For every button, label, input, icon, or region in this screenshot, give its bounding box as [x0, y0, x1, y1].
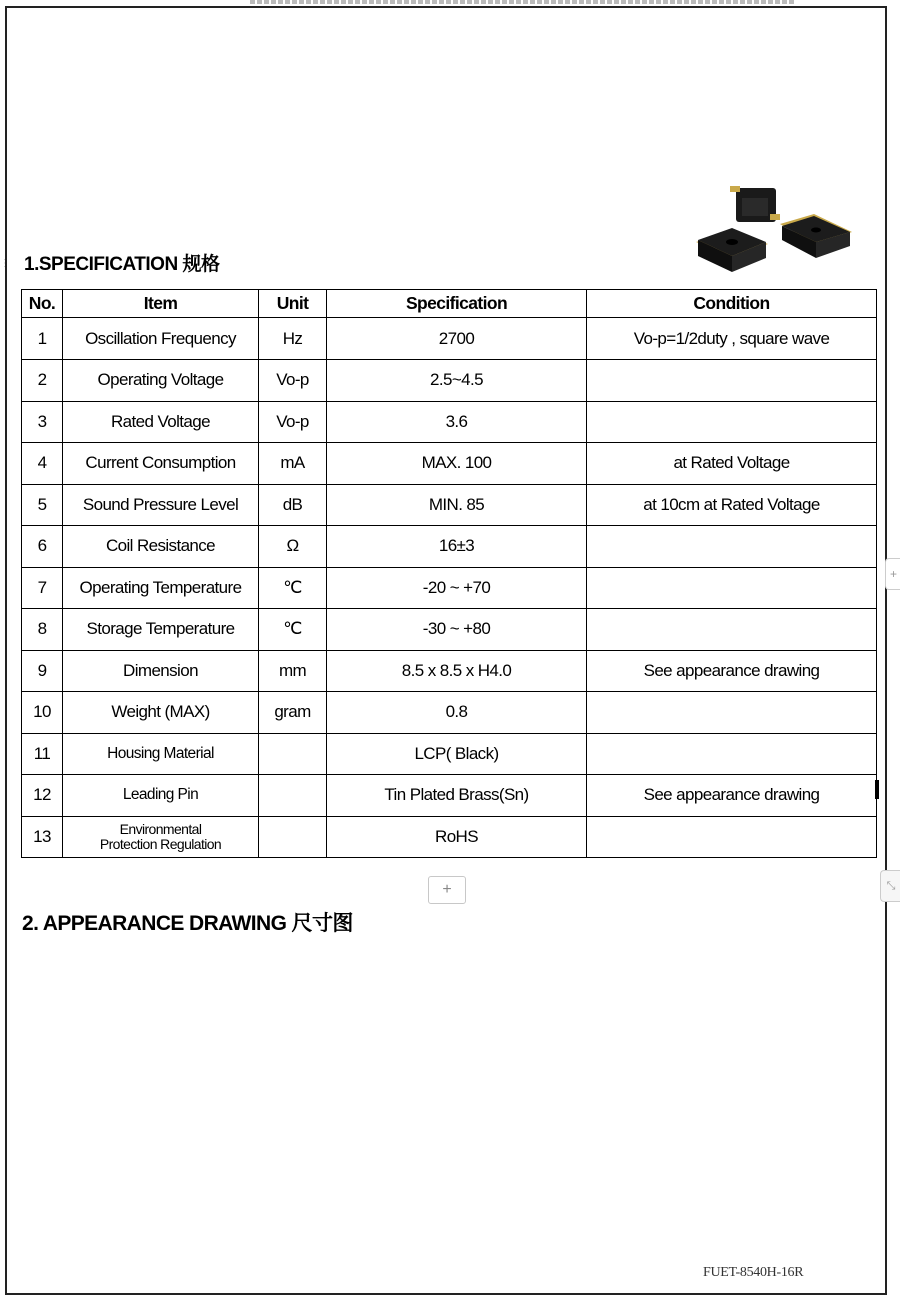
plus-icon: +	[442, 881, 452, 898]
cell-unit	[259, 775, 327, 817]
cell-condition: See appearance drawing	[587, 775, 877, 817]
cell-item: Current Consumption	[63, 443, 259, 485]
cell-spec: 8.5 x 8.5 x H4.0	[327, 650, 587, 692]
table-row	[22, 650, 877, 692]
cell-item: Weight (MAX)	[63, 692, 259, 734]
document-code: FUET-8540H-16R	[703, 1265, 804, 1280]
cell-spec: 2700	[327, 318, 587, 360]
cell-item: Rated Voltage	[63, 401, 259, 443]
drag-handle-icon[interactable]: ⋮	[0, 258, 10, 269]
insert-row-button[interactable]	[428, 876, 466, 904]
cell-unit: Vo-p	[259, 360, 327, 402]
buzzer-front-view	[696, 228, 768, 272]
cell-unit: dB	[259, 484, 327, 526]
table-row	[22, 775, 877, 817]
cell-unit: mA	[259, 443, 327, 485]
product-photo	[692, 178, 862, 280]
top-header-strip	[250, 0, 795, 4]
cell-no: 8	[22, 609, 63, 651]
collapse-icon: ⤡	[886, 880, 896, 892]
header-specification: Specification	[327, 290, 587, 318]
cell-no: 5	[22, 484, 63, 526]
cell-condition	[587, 733, 877, 775]
section2-heading: 2. APPEARANCE DRAWING 尺寸图	[22, 912, 353, 935]
table-row	[22, 692, 877, 734]
cell-condition: Vo-p=1/2duty , square wave	[587, 318, 877, 360]
cell-spec: MIN. 85	[327, 484, 587, 526]
cell-no: 4	[22, 443, 63, 485]
side-expand-button[interactable]	[885, 558, 900, 590]
cell-item: Operating Voltage	[63, 360, 259, 402]
cell-item: Dimension	[63, 650, 259, 692]
table-row	[22, 567, 877, 609]
cell-item: Operating Temperature	[63, 567, 259, 609]
cell-item-line1: Environmental	[119, 820, 202, 837]
cell-unit: mm	[259, 650, 327, 692]
cell-condition	[587, 567, 877, 609]
cell-condition	[587, 692, 877, 734]
cell-no: 10	[22, 692, 63, 734]
cell-item: Housing Material	[63, 733, 259, 775]
cell-condition: at 10cm at Rated Voltage	[587, 484, 877, 526]
cell-spec: 2.5~4.5	[327, 360, 587, 402]
cell-spec: RoHS	[327, 816, 587, 858]
cell-unit: gram	[259, 692, 327, 734]
cell-spec: MAX. 100	[327, 443, 587, 485]
cell-spec: 0.8	[327, 692, 587, 734]
cell-spec: LCP( Black)	[327, 733, 587, 775]
cell-item: Storage Temperature	[63, 609, 259, 651]
cell-no: 7	[22, 567, 63, 609]
cell-condition	[587, 401, 877, 443]
cell-spec: 16±3	[327, 526, 587, 568]
table-row	[22, 816, 877, 858]
cell-spec: -30 ~ +80	[327, 609, 587, 651]
cell-unit: ℃	[259, 609, 327, 651]
table-row	[22, 733, 877, 775]
section1-heading: 1.SPECIFICATION 规格	[24, 254, 220, 275]
cell-no: 9	[22, 650, 63, 692]
cell-spec: Tin Plated Brass(Sn)	[327, 775, 587, 817]
plus-icon: +	[889, 567, 897, 581]
cell-condition	[587, 609, 877, 651]
cell-no: 11	[22, 733, 63, 775]
header-no: No.	[22, 290, 63, 318]
table-row	[22, 526, 877, 568]
cell-no: 12	[22, 775, 63, 817]
cell-unit: ℃	[259, 567, 327, 609]
cell-spec: -20 ~ +70	[327, 567, 587, 609]
table-row	[22, 484, 877, 526]
buzzer-top-view	[780, 214, 852, 258]
cell-no: 13	[22, 816, 63, 858]
specification-table	[21, 289, 877, 858]
cell-item	[63, 816, 259, 858]
table-row	[22, 443, 877, 485]
cell-unit: Hz	[259, 318, 327, 360]
header-condition: Condition	[587, 290, 877, 318]
cell-condition	[587, 816, 877, 858]
cell-no: 1	[22, 318, 63, 360]
cell-spec: 3.6	[327, 401, 587, 443]
buzzer-side-view	[730, 186, 780, 222]
cell-no: 3	[22, 401, 63, 443]
cell-item: Oscillation Frequency	[63, 318, 259, 360]
cell-unit	[259, 816, 327, 858]
cell-item: Sound Pressure Level	[63, 484, 259, 526]
cell-condition	[587, 526, 877, 568]
cell-condition: at Rated Voltage	[587, 443, 877, 485]
cell-condition	[587, 360, 877, 402]
table-row	[22, 609, 877, 651]
side-collapse-button[interactable]	[880, 870, 900, 902]
cell-item: Coil Resistance	[63, 526, 259, 568]
table-row	[22, 318, 877, 360]
cell-unit	[259, 733, 327, 775]
table-row	[22, 401, 877, 443]
cell-unit: Ω	[259, 526, 327, 568]
cell-no: 6	[22, 526, 63, 568]
cell-item-line2: Protection Regulation	[99, 835, 222, 852]
table-row	[22, 360, 877, 402]
cell-condition: See appearance drawing	[587, 650, 877, 692]
header-unit: Unit	[259, 290, 327, 318]
cell-item: Leading Pin	[63, 775, 259, 817]
table-header-row	[22, 290, 877, 318]
header-item: Item	[63, 290, 259, 318]
cell-unit: Vo-p	[259, 401, 327, 443]
table-row-resize-marker[interactable]	[875, 780, 879, 799]
cell-no: 2	[22, 360, 63, 402]
